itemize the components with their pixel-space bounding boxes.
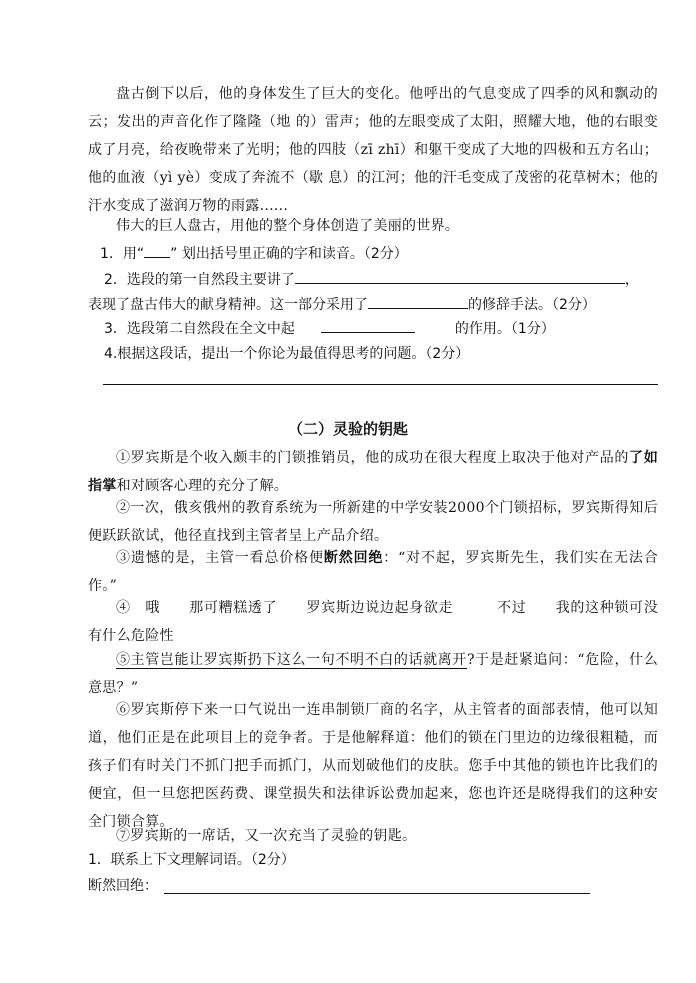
story-paragraph-2: ②一次，俄亥俄州的教育系统为一所新建的中学安装2000个门锁招标，罗宾斯得知后便跃跃欲试，他径直找到主管者呈上产品介绍。 <box>88 500 658 544</box>
answer-line[interactable] <box>103 384 658 385</box>
story-paragraph-3: ③遗憾的是，主管一看总价格便断然回绝：“对不起，罗宾斯先生，我们实在无法合作。” <box>88 550 659 594</box>
question-2: 2．选段的第一自然段主要讲了 ， <box>104 267 639 292</box>
section-title: （二）灵验的钥匙 <box>287 420 408 438</box>
story-paragraph-7: ⑦罗宾斯的一席话，又一次充当了灵验的钥匙。 <box>116 828 417 844</box>
passage-paragraph: 盘古倒下以后，他的身体发生了巨大的变化。他呼出的气息变成了四季的风和飘动的云；发出的声音化作了隆隆（地 的）雷声；他的左眼变成了太阳，照耀大地，他的右眼变成了月亮，给夜晚带来了光明；他的四肢（zī zhī）和躯干变成了大地的四极和五方名山；他的血液（yì yè）变成了奔流不（歇 息）的江河；他的汗毛变成了茂密的花草树木；他的汗水变成了滋润万物的雨露...... <box>88 86 658 214</box>
question-3: 3．选段第二自然段在全文中起 的作用。（1分） <box>104 316 555 341</box>
answer-blank[interactable] <box>144 241 170 258</box>
story-paragraph-4: ④ 哦 那可糟糕透了 罗宾斯边说边起身欲走 不过 我的这种锁可没有什么危险性 <box>88 600 658 644</box>
question-1: 1．用“ ” 划出括号里正确的字和读音。（2分） <box>100 241 408 266</box>
question-4: 4.根据这段话，提出一个你论为最值得思考的问题。（2分） <box>104 346 470 362</box>
answer-blank[interactable] <box>368 292 468 309</box>
passage-paragraph: 伟大的巨人盘古，用他的整个身体创造了美丽的世界。 <box>116 218 460 234</box>
term-row: 断然回绝： <box>88 878 158 894</box>
story-paragraph-1: ①罗宾斯是个收入颇丰的门锁推销员，他的成功在很大程度上取决于他对产品的了如指掌和对顾客心理的充分了解。 <box>88 450 658 494</box>
question-2-1: 1．联系上下文理解词语。（2分） <box>88 852 295 868</box>
story-paragraph-5: ⑤主管岂能让罗宾斯扔下这么一句不明不白的话就离开?于是赶紧追问：“危险，什么意思？” <box>88 652 658 696</box>
story-paragraph-6: ⑥罗宾斯停下来一口气说出一连串制锁厂商的名字，从主管者的面部表情，他可以知道，他们正是在此项目上的竞争者。于是他解释道：他们的锁在门里边的边缘很粗糙，而孩子们有时关门不抓门把手而抓门，从而划破他们的皮肤。您手中其他的锁也许比我们的便宜，但一旦您把医药费、课堂损失和法律诉讼费加起来，您也许还是晓得我们的这种安全门锁合算。 <box>88 702 658 830</box>
answer-blank[interactable] <box>321 316 415 333</box>
answer-blank[interactable] <box>295 267 625 284</box>
answer-line[interactable] <box>164 893 590 894</box>
question-2-cont: 表现了盘古伟大的献身精神。这一部分采用了 的修辞手法。（2分） <box>88 292 596 317</box>
